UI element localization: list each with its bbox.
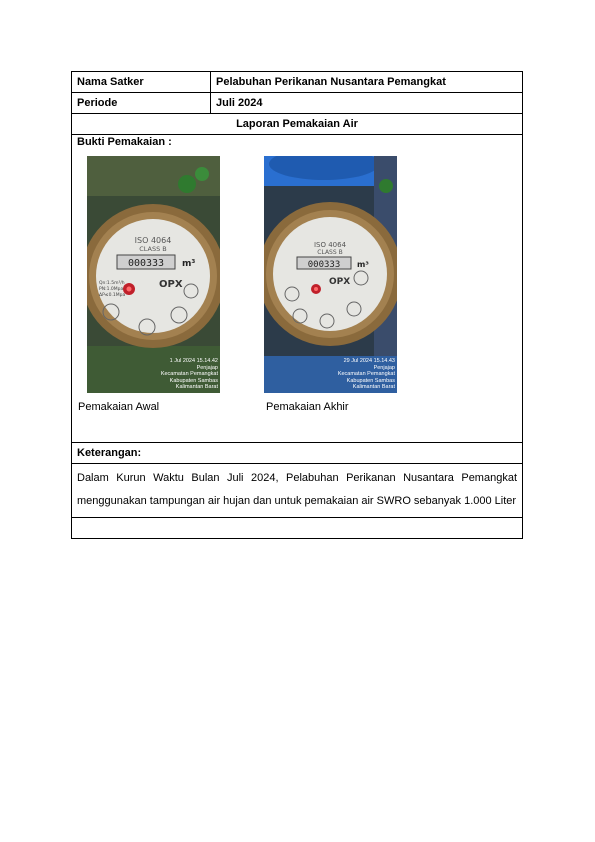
meter-spec-3: ΔP≤0.1Mpa <box>99 293 126 298</box>
periode-label: Periode <box>72 93 211 113</box>
report-title-row <box>72 114 522 135</box>
meter-standard: ISO 4064 <box>313 241 347 249</box>
satker-value: Pelabuhan Perikanan Nusantara Pemangkat <box>216 76 446 88</box>
meter-reading: 000333 <box>307 260 341 270</box>
keterangan-label: Keterangan: <box>77 447 142 459</box>
meter-class: CLASS B <box>139 245 167 253</box>
empty-cell <box>72 518 522 538</box>
meter-brand: OPX <box>329 277 351 287</box>
meter-unit: m³ <box>182 259 196 269</box>
stamp-datetime: 29 Jul 2024 15.14.43 <box>343 358 395 365</box>
keterangan-text-row <box>72 464 522 518</box>
evidence-label: Bukti Pemakaian : <box>77 136 172 148</box>
evidence-section <box>72 135 522 443</box>
stamp-district: Kecamatan Pemangkat <box>160 371 218 378</box>
stamp-datetime: 1 Jul 2024 15.14.42 <box>169 358 218 365</box>
meter-class: CLASS B <box>317 249 343 256</box>
meter-reading: 000333 <box>127 258 165 269</box>
stamp-province: Kalimantan Barat <box>352 384 395 391</box>
keterangan-label-row <box>72 443 522 464</box>
satker-row <box>72 72 522 93</box>
meter-photo-end <box>264 156 397 393</box>
caption-start: Pemakaian Awal <box>78 401 160 413</box>
satker-label: Nama Satker <box>72 72 211 92</box>
water-usage-report-form <box>71 71 523 539</box>
periode-value: Juli 2024 <box>216 97 263 109</box>
caption-end: Pemakaian Akhir <box>266 401 349 413</box>
photo-stamp-end <box>338 358 395 391</box>
meter-standard: ISO 4064 <box>134 236 172 245</box>
report-title: Laporan Pemakaian Air <box>236 118 358 130</box>
empty-row <box>72 518 522 538</box>
stamp-province: Kalimantan Barat <box>175 384 218 391</box>
meter-brand: OPX <box>159 279 183 290</box>
meter-photo-start <box>87 156 220 393</box>
stamp-district: Kecamatan Pemangkat <box>337 371 395 378</box>
meter-spec-2: PN:1.0Mpa <box>99 287 124 292</box>
stamp-regency: Kabupaten Sambas <box>346 377 395 384</box>
meter-unit: m³ <box>357 260 369 269</box>
keterangan-text: Dalam Kurun Waktu Bulan Juli 2024, Pelabuhan Perikanan Nusantara Pemangkat menggunakan tampungan air hujan dan untuk pemakaian air SWRO sebanyak 1.000 Liter <box>77 472 517 507</box>
photo-stamp-start <box>161 358 218 391</box>
stamp-village: Penjajap <box>196 364 218 371</box>
stamp-village: Penjajap <box>373 364 395 371</box>
stamp-regency: Kabupaten Sambas <box>169 377 218 384</box>
meter-spec-1: Qn:1.5m³/h <box>99 281 125 286</box>
periode-row <box>72 93 522 114</box>
